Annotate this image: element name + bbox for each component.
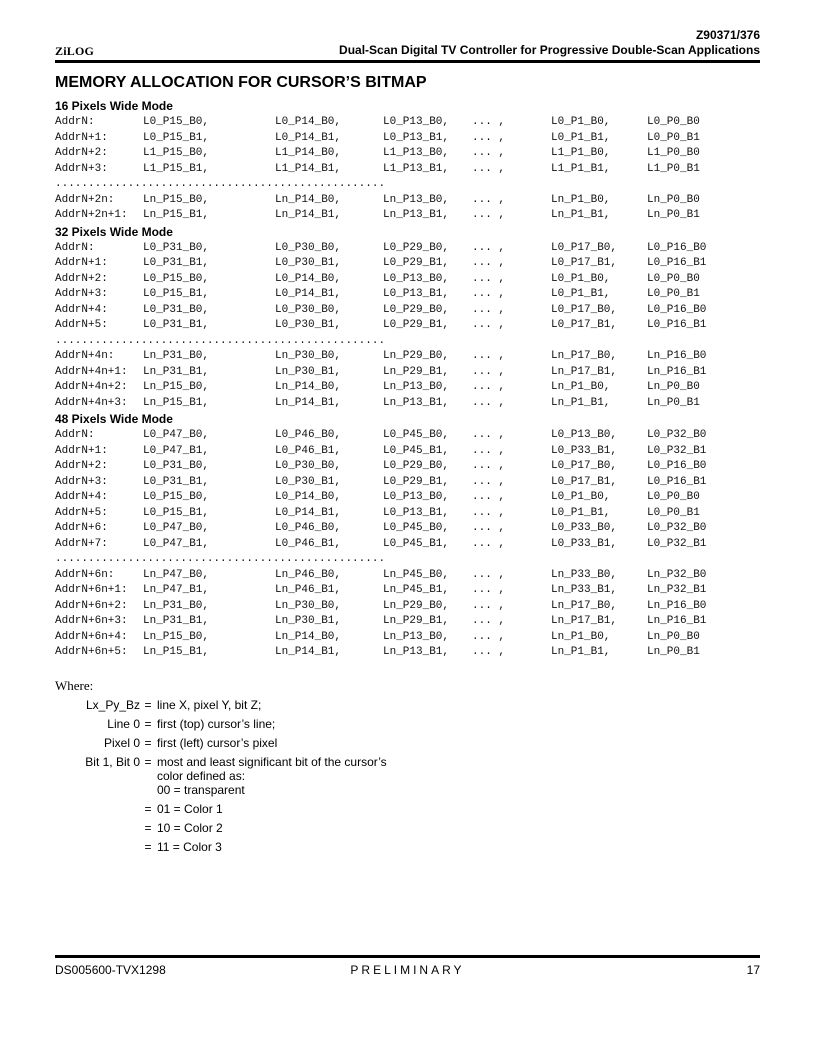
cell-col-5: L0_P17_B0, <box>551 241 618 254</box>
cell-col-2: L1_P14_B1, <box>275 162 342 175</box>
cell-ellipsis: ... , <box>472 365 506 378</box>
where-label: Where: <box>55 678 94 693</box>
cell-col-1: Ln_P15_B1, <box>143 646 210 658</box>
cell-col-5: Ln_P1_B1, <box>551 396 611 409</box>
cell-col-1: Ln_P31_B1, <box>143 365 210 378</box>
cell-col-2: L0_P30_B0, <box>275 460 342 472</box>
cell-col-1: Ln_P31_B0, <box>143 599 210 612</box>
cell-col-6: Ln_P0_B1 <box>647 209 700 221</box>
cell-col-2: Ln_P14_B0, <box>275 630 342 643</box>
cell-col-5: L0_P1_B0, <box>551 272 611 285</box>
cell-col-5: L0_P13_B0, <box>551 429 618 441</box>
separator-dots: .................................................. <box>55 553 386 565</box>
definition-equals: = <box>144 840 152 854</box>
definition-list <box>55 698 455 859</box>
memory-row <box>55 491 760 507</box>
legend-block <box>55 676 455 859</box>
cell-col-6: L0_P32_B1 <box>647 537 707 550</box>
cell-col-2: L0_P14_B1, <box>275 131 342 144</box>
memory-row <box>55 460 760 476</box>
cell-col-6: L1_P0_B0 <box>647 147 700 159</box>
cell-col-1: L0_P31_B0, <box>143 241 210 254</box>
cell-col-1: L0_P15_B0, <box>143 116 210 128</box>
cell-address: AddrN+6: <box>55 522 108 534</box>
cell-col-6: L0_P16_B0 <box>647 460 707 472</box>
cell-address: AddrN+5: <box>55 319 108 331</box>
cell-address: AddrN+6n+5: <box>55 646 128 658</box>
section-title: MEMORY ALLOCATION FOR CURSOR’S BITMAP <box>55 74 427 91</box>
cell-col-5: L0_P33_B1, <box>551 444 618 457</box>
mode-heading: 16 Pixels Wide Mode <box>55 99 173 113</box>
cell-col-5: L0_P1_B0, <box>551 491 611 503</box>
cell-ellipsis: ... , <box>472 460 506 472</box>
cell-col-1: Ln_P15_B1, <box>143 209 210 221</box>
cell-col-6: Ln_P32_B1 <box>647 584 707 596</box>
definition-text: first (left) cursor’s pixel <box>157 736 278 750</box>
cell-col-3: L0_P45_B0, <box>383 429 450 441</box>
cell-col-1: L0_P31_B1, <box>143 475 210 488</box>
cell-col-1: Ln_P47_B0, <box>143 568 210 581</box>
cell-col-5: Ln_P1_B1, <box>551 646 611 658</box>
cell-col-1: Ln_P31_B0, <box>143 350 210 362</box>
cell-col-3: Ln_P29_B1, <box>383 615 450 627</box>
cell-col-1: Ln_P15_B0, <box>143 381 210 393</box>
memory-row <box>55 381 760 397</box>
cell-col-1: Ln_P47_B1, <box>143 584 210 596</box>
cell-col-3: L0_P13_B0, <box>383 491 450 503</box>
mode-heading: 32 Pixels Wide Mode <box>55 224 173 239</box>
cell-col-2: L0_P46_B0, <box>275 522 342 534</box>
cell-ellipsis: ... , <box>472 522 506 534</box>
document-title: Dual-Scan Digital TV Controller for Progressive Double-Scan Applications <box>339 43 760 57</box>
cell-col-3: L0_P13_B1, <box>383 506 450 519</box>
cell-col-6: L0_P16_B1 <box>647 475 707 488</box>
cell-col-3: Ln_P29_B0, <box>383 350 450 362</box>
memory-map <box>55 99 760 662</box>
cell-col-1: L0_P31_B1, <box>143 319 210 331</box>
cell-col-3: Ln_P13_B0, <box>383 193 450 206</box>
cell-col-3: L0_P29_B1, <box>383 257 450 269</box>
cell-col-5: L0_P33_B1, <box>551 537 618 550</box>
cell-address: AddrN+2n+1: <box>55 209 128 221</box>
cell-col-2: Ln_P30_B1, <box>275 365 342 378</box>
cell-col-1: Ln_P15_B0, <box>143 193 210 206</box>
cell-col-3: L0_P29_B0, <box>383 303 450 316</box>
company-name: ZiLOG <box>55 44 95 58</box>
cell-col-6: Ln_P16_B1 <box>647 615 707 627</box>
definition-text: 10 = Color 2 <box>157 821 223 835</box>
cell-col-3: L0_P29_B0, <box>383 241 450 254</box>
definition-equals: = <box>144 755 152 769</box>
cell-col-2: Ln_P46_B0, <box>275 568 342 581</box>
definition-equals: = <box>144 717 152 731</box>
definition-term: Bit 1, Bit 0 <box>85 755 140 769</box>
cell-address: AddrN+6n+3: <box>55 615 128 627</box>
cell-col-6: Ln_P32_B0 <box>647 568 707 581</box>
cell-col-1: L0_P31_B0, <box>143 460 210 472</box>
cell-ellipsis: ... , <box>472 193 506 206</box>
cell-col-6: L0_P0_B0 <box>647 272 700 285</box>
memory-row <box>55 646 760 662</box>
cell-col-3: Ln_P29_B0, <box>383 599 450 612</box>
cell-col-6: Ln_P0_B1 <box>647 396 700 409</box>
cell-col-2: Ln_P30_B0, <box>275 350 342 362</box>
memory-row <box>55 242 760 258</box>
cell-col-3: L0_P45_B1, <box>383 537 450 550</box>
cell-ellipsis: ... , <box>472 568 506 581</box>
cell-ellipsis: ... , <box>472 131 506 144</box>
memory-row <box>55 304 760 320</box>
cell-address: AddrN+2: <box>55 272 108 285</box>
cell-col-6: Ln_P16_B0 <box>647 599 707 612</box>
cell-ellipsis: ... , <box>472 303 506 316</box>
memory-row <box>55 522 760 538</box>
cell-address: AddrN: <box>55 429 95 441</box>
memory-row <box>55 615 760 631</box>
cell-ellipsis: ... , <box>472 381 506 393</box>
memory-row <box>55 350 760 366</box>
cell-col-6: L0_P0_B1 <box>647 131 700 144</box>
cell-col-1: L0_P31_B1, <box>143 257 210 269</box>
cell-col-5: L1_P1_B0, <box>551 147 611 159</box>
cell-col-6: L0_P0_B0 <box>647 116 700 128</box>
definition-row <box>55 698 455 717</box>
cell-ellipsis: ... , <box>472 429 506 441</box>
memory-row <box>55 429 760 445</box>
memory-row <box>55 194 760 210</box>
definition-text: 00 = transparent <box>157 783 245 797</box>
cell-col-2: Ln_P14_B1, <box>275 646 342 658</box>
document-number: Z90371/376 <box>695 28 760 42</box>
cell-col-6: Ln_P0_B0 <box>647 630 700 643</box>
cell-address: AddrN+6n+2: <box>55 599 128 612</box>
cell-col-3: L1_P13_B0, <box>383 147 450 159</box>
memory-row <box>55 569 760 585</box>
cell-col-6: Ln_P0_B0 <box>647 193 700 206</box>
cell-ellipsis: ... , <box>472 241 506 254</box>
cell-address: AddrN+3: <box>55 162 108 175</box>
memory-row <box>55 584 760 600</box>
cell-col-2: Ln_P14_B0, <box>275 193 342 206</box>
cell-address: AddrN+4n+2: <box>55 381 128 393</box>
cell-col-2: Ln_P46_B1, <box>275 584 342 596</box>
mode-heading: 48 Pixels Wide Mode <box>55 412 173 426</box>
cell-address: AddrN: <box>55 241 95 254</box>
cell-address: AddrN+1: <box>55 444 108 457</box>
cell-col-2: L0_P46_B0, <box>275 429 342 441</box>
memory-row <box>55 319 760 335</box>
cell-col-2: L1_P14_B0, <box>275 147 342 159</box>
cell-col-6: L0_P32_B1 <box>647 444 707 457</box>
preliminary-label: PRELIMINARY <box>350 963 465 977</box>
cell-col-2: L0_P14_B0, <box>275 491 342 503</box>
cell-col-3: Ln_P45_B0, <box>383 568 450 581</box>
cell-col-5: Ln_P33_B0, <box>551 568 618 581</box>
cell-ellipsis: ... , <box>472 116 506 128</box>
cell-ellipsis: ... , <box>472 630 506 643</box>
cell-ellipsis: ... , <box>472 350 506 362</box>
cell-col-5: Ln_P17_B0, <box>551 350 618 362</box>
cell-address: AddrN+6n: <box>55 568 115 581</box>
page-header <box>55 28 760 64</box>
cell-ellipsis: ... , <box>472 147 506 159</box>
cell-col-6: L0_P16_B0 <box>647 303 707 316</box>
cell-col-3: L0_P45_B1, <box>383 444 450 457</box>
cell-col-3: Ln_P13_B0, <box>383 381 450 393</box>
cell-col-2: L0_P30_B0, <box>275 241 342 254</box>
cell-col-2: L0_P14_B0, <box>275 116 342 128</box>
cell-col-6: L1_P0_B1 <box>647 162 700 175</box>
cell-ellipsis: ... , <box>472 646 506 658</box>
cell-col-2: Ln_P14_B1, <box>275 396 342 409</box>
cell-col-6: L0_P32_B0 <box>647 429 707 441</box>
memory-row <box>55 209 760 225</box>
definition-row <box>55 840 455 859</box>
cell-col-6: Ln_P16_B1 <box>647 365 707 378</box>
cell-col-3: Ln_P29_B1, <box>383 365 450 378</box>
cell-address: AddrN: <box>55 116 95 128</box>
memory-row <box>55 366 760 382</box>
memory-row <box>55 445 760 461</box>
cell-ellipsis: ... , <box>472 209 506 221</box>
cell-col-1: Ln_P15_B1, <box>143 396 210 409</box>
cell-address: AddrN+1: <box>55 257 108 269</box>
cell-ellipsis: ... , <box>472 491 506 503</box>
cell-col-3: L0_P45_B0, <box>383 522 450 534</box>
cell-col-2: Ln_P30_B0, <box>275 599 342 612</box>
cell-col-1: L0_P31_B0, <box>143 303 210 316</box>
cell-address: AddrN+4: <box>55 303 108 316</box>
cell-col-5: L0_P1_B1, <box>551 131 611 144</box>
cell-col-2: Ln_P30_B1, <box>275 615 342 627</box>
cell-address: AddrN+1: <box>55 131 108 144</box>
cell-col-5: L1_P1_B1, <box>551 162 611 175</box>
memory-row <box>55 147 760 163</box>
cell-address: AddrN+4n+3: <box>55 396 128 409</box>
cell-address: AddrN+3: <box>55 288 108 300</box>
cell-col-6: L0_P16_B1 <box>647 257 707 269</box>
cell-col-3: L0_P13_B1, <box>383 288 450 300</box>
page-number: 17 <box>746 963 760 977</box>
cell-col-2: L0_P30_B1, <box>275 257 342 269</box>
definition-equals: = <box>144 698 152 712</box>
cell-col-1: L0_P15_B1, <box>143 506 210 519</box>
cell-col-6: L0_P0_B0 <box>647 491 700 503</box>
cell-ellipsis: ... , <box>472 615 506 627</box>
definition-row <box>55 717 455 736</box>
cell-col-3: Ln_P13_B0, <box>383 630 450 643</box>
cell-col-6: L0_P0_B1 <box>647 506 700 519</box>
cell-address: AddrN+2: <box>55 147 108 159</box>
cell-col-6: Ln_P0_B1 <box>647 646 700 658</box>
cell-address: AddrN+3: <box>55 475 108 488</box>
cell-col-3: L0_P29_B1, <box>383 475 450 488</box>
cell-ellipsis: ... , <box>472 444 506 457</box>
cell-col-2: Ln_P14_B1, <box>275 209 342 221</box>
cell-col-6: L0_P0_B1 <box>647 288 700 300</box>
cell-col-1: L0_P47_B0, <box>143 429 210 441</box>
memory-row <box>55 538 760 554</box>
definition-row <box>55 755 455 783</box>
memory-row <box>55 116 760 132</box>
cell-col-2: L0_P30_B1, <box>275 475 342 488</box>
memory-row <box>55 600 760 616</box>
cell-col-1: L0_P47_B1, <box>143 537 210 550</box>
cell-col-6: Ln_P0_B0 <box>647 381 700 393</box>
cell-ellipsis: ... , <box>472 396 506 409</box>
separator-dots: .................................................. <box>55 178 386 190</box>
cell-col-2: L0_P30_B0, <box>275 303 342 316</box>
cell-address: AddrN+5: <box>55 506 108 519</box>
cell-col-5: L0_P33_B0, <box>551 522 618 534</box>
definition-row <box>55 783 455 802</box>
cell-col-3: L0_P13_B0, <box>383 272 450 285</box>
cell-col-5: Ln_P1_B0, <box>551 193 611 206</box>
memory-row <box>55 397 760 413</box>
cell-ellipsis: ... , <box>472 537 506 550</box>
definition-equals: = <box>144 802 152 816</box>
cell-col-6: L0_P16_B0 <box>647 241 707 254</box>
definition-text: line X, pixel Y, bit Z; <box>157 698 262 712</box>
header-rule <box>55 60 760 63</box>
cell-col-5: L0_P1_B1, <box>551 288 611 300</box>
cell-ellipsis: ... , <box>472 599 506 612</box>
cell-address: AddrN+4: <box>55 491 108 503</box>
cell-address: AddrN+7: <box>55 537 108 550</box>
cell-col-3: Ln_P45_B1, <box>383 584 450 596</box>
cell-col-5: L0_P17_B0, <box>551 460 618 472</box>
cell-col-5: L0_P17_B1, <box>551 257 618 269</box>
cell-col-5: L0_P17_B0, <box>551 303 618 316</box>
cell-address: AddrN+4n+1: <box>55 365 128 378</box>
cell-col-1: L0_P15_B1, <box>143 131 210 144</box>
cell-col-1: L1_P15_B1, <box>143 162 210 175</box>
definition-term: Pixel 0 <box>103 736 140 750</box>
cell-ellipsis: ... , <box>472 584 506 596</box>
memory-row <box>55 288 760 304</box>
definition-row <box>55 736 455 755</box>
definition-equals: = <box>144 821 152 835</box>
cell-address: AddrN+2n: <box>55 193 115 206</box>
cell-col-2: L0_P14_B0, <box>275 272 342 285</box>
document-id: DS005600-TVX1298 <box>55 963 166 977</box>
footer-rule <box>55 955 760 958</box>
cell-col-1: L0_P47_B0, <box>143 522 210 534</box>
definition-row <box>55 802 455 821</box>
separator-dots: .................................................. <box>55 334 386 347</box>
memory-row <box>55 132 760 148</box>
cell-col-3: L0_P29_B1, <box>383 319 450 331</box>
cell-col-5: L0_P17_B1, <box>551 475 618 488</box>
cell-col-1: Ln_P15_B0, <box>143 630 210 643</box>
memory-row <box>55 631 760 647</box>
cell-address: AddrN+2: <box>55 460 108 472</box>
cell-col-5: L0_P17_B1, <box>551 319 618 331</box>
memory-row <box>55 273 760 289</box>
cell-col-5: L0_P1_B0, <box>551 116 611 128</box>
cell-col-3: Ln_P13_B1, <box>383 646 450 658</box>
definition-term: Line 0 <box>107 717 140 731</box>
cell-ellipsis: ... , <box>472 272 506 285</box>
memory-row <box>55 257 760 273</box>
memory-row <box>55 507 760 523</box>
cell-col-2: L0_P14_B1, <box>275 506 342 519</box>
cell-col-2: L0_P46_B1, <box>275 444 342 457</box>
cell-col-2: L0_P46_B1, <box>275 537 342 550</box>
cell-col-2: L0_P14_B1, <box>275 288 342 300</box>
cell-col-1: L0_P47_B1, <box>143 444 210 457</box>
definition-text: most and least significant bit of the cursor’s color defined as: <box>157 755 387 783</box>
cell-col-3: L0_P13_B0, <box>383 116 450 128</box>
cell-col-5: Ln_P1_B1, <box>551 209 611 221</box>
memory-row <box>55 476 760 492</box>
cell-col-3: L1_P13_B1, <box>383 162 450 175</box>
cell-col-5: Ln_P1_B0, <box>551 630 611 643</box>
cell-col-2: Ln_P14_B0, <box>275 381 342 393</box>
cell-col-6: L0_P16_B1 <box>647 319 707 331</box>
cell-ellipsis: ... , <box>472 506 506 519</box>
definition-row <box>55 821 455 840</box>
cell-ellipsis: ... , <box>472 319 506 331</box>
cell-col-1: L0_P15_B0, <box>143 272 210 285</box>
cell-col-1: L0_P15_B1, <box>143 288 210 300</box>
cell-col-5: Ln_P1_B0, <box>551 381 611 393</box>
cell-col-6: Ln_P16_B0 <box>647 350 707 362</box>
page-footer <box>55 955 760 985</box>
cell-ellipsis: ... , <box>472 475 506 488</box>
memory-row <box>55 163 760 179</box>
cell-col-3: L0_P29_B0, <box>383 460 450 472</box>
cell-col-3: L0_P13_B1, <box>383 131 450 144</box>
cell-address: AddrN+4n: <box>55 350 115 362</box>
cell-col-1: L1_P15_B0, <box>143 147 210 159</box>
cell-address: AddrN+6n+4: <box>55 630 128 643</box>
definition-term: Lx_Py_Bz <box>85 698 140 712</box>
cell-col-5: Ln_P17_B0, <box>551 599 618 612</box>
cell-col-6: L0_P32_B0 <box>647 522 707 534</box>
cell-col-5: L0_P1_B1, <box>551 506 611 519</box>
cell-col-5: Ln_P17_B1, <box>551 615 618 627</box>
cell-ellipsis: ... , <box>472 257 506 269</box>
cell-col-2: L0_P30_B1, <box>275 319 342 331</box>
cell-col-1: L0_P15_B0, <box>143 491 210 503</box>
cell-col-3: Ln_P13_B1, <box>383 396 450 409</box>
cell-col-1: Ln_P31_B1, <box>143 615 210 627</box>
definition-equals: = <box>144 736 152 750</box>
cell-col-3: Ln_P13_B1, <box>383 209 450 221</box>
definition-text: 01 = Color 1 <box>157 802 223 816</box>
cell-ellipsis: ... , <box>472 162 506 175</box>
cell-address: AddrN+6n+1: <box>55 584 128 596</box>
cell-ellipsis: ... , <box>472 288 506 300</box>
cell-col-5: Ln_P17_B1, <box>551 365 618 378</box>
definition-text: first (top) cursor’s line; <box>157 717 276 731</box>
definition-text: 11 = Color 3 <box>157 840 222 854</box>
cell-col-5: Ln_P33_B1, <box>551 584 618 596</box>
